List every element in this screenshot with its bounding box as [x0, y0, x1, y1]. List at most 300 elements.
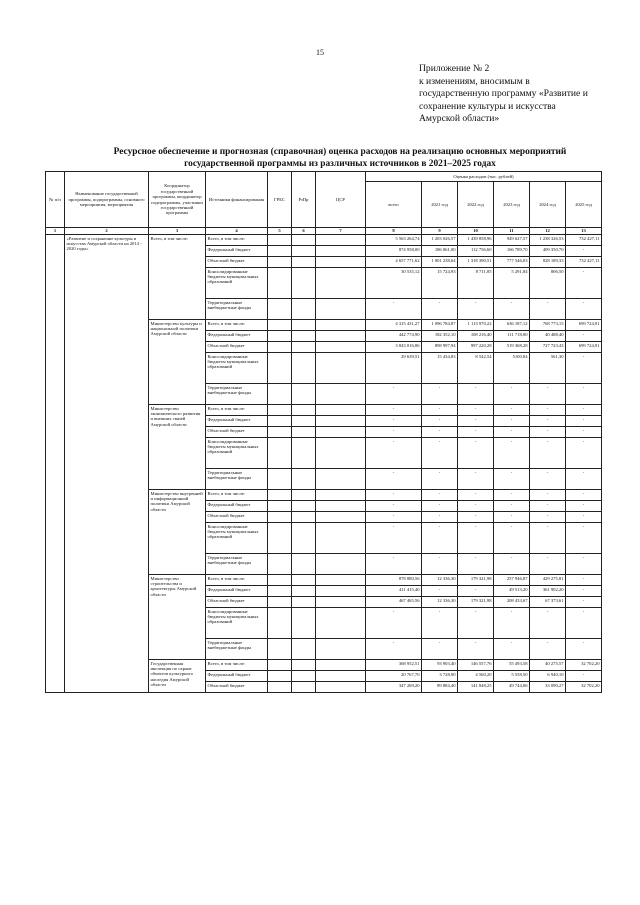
value-cell: -: [566, 554, 602, 575]
column-index-cell: 7: [316, 228, 366, 235]
value-cell: 186 061,00: [422, 246, 458, 257]
code-cell: [292, 639, 316, 660]
header-2024: 2024 год: [530, 182, 566, 228]
value-cell: -: [458, 469, 494, 490]
value-cell: -: [422, 490, 458, 501]
value-cell: -: [422, 427, 458, 438]
code-cell: [268, 575, 292, 586]
value-cell: -: [422, 608, 458, 639]
code-cell: [316, 575, 366, 586]
code-cell: [292, 523, 316, 554]
value-cell: 8 542,54: [458, 353, 494, 384]
value-cell: 20 767,70: [366, 671, 422, 682]
column-index-cell: 13: [566, 228, 602, 235]
value-cell: -: [566, 469, 602, 490]
value-cell: 429 275,81: [530, 575, 566, 586]
column-index-cell: 2: [65, 228, 149, 235]
source-cell: Областной бюджет: [206, 427, 268, 438]
code-cell: [292, 682, 316, 693]
code-cell: [268, 586, 292, 597]
value-cell: 828 189,33: [530, 257, 566, 268]
source-cell: Всего, в том числе:: [206, 405, 268, 416]
value-cell: -: [422, 405, 458, 416]
header-rzpr: РзПр: [292, 172, 316, 228]
value-cell: -: [530, 523, 566, 554]
value-cell: -: [458, 586, 494, 597]
source-cell: Территориальные внебюджетные фонды: [206, 554, 268, 575]
code-cell: [316, 597, 366, 608]
code-cell: [268, 438, 292, 469]
column-index-cell: 3: [149, 228, 206, 235]
value-cell: -: [458, 299, 494, 320]
value-cell: -: [566, 671, 602, 682]
source-cell: Всего, в том числе:: [206, 235, 268, 246]
code-cell: [268, 384, 292, 405]
column-index-cell: 11: [494, 228, 530, 235]
value-cell: -: [366, 438, 422, 469]
value-cell: 4 657 771,62: [366, 257, 422, 268]
header-num: № п/п: [46, 172, 65, 228]
code-cell: [292, 257, 316, 268]
header-sources: Источники финансирования: [206, 172, 268, 228]
appendix-line: государственную программу «Развитие и: [419, 88, 588, 99]
code-cell: [292, 268, 316, 299]
column-index-cell: 4: [206, 228, 268, 235]
appendix-block: [419, 63, 629, 126]
column-index-cell: 1: [46, 228, 65, 235]
value-cell: 3 843 016,86: [366, 342, 422, 353]
header-2025: 2025 год: [566, 182, 602, 228]
value-cell: -: [566, 246, 602, 257]
value-cell: -: [458, 639, 494, 660]
code-cell: [268, 523, 292, 554]
coordinator-cell: Всего, в том числе:: [149, 235, 206, 320]
code-cell: [316, 320, 366, 331]
coordinator-cell: Министерство строительства и архитектуры Амурской области: [149, 575, 206, 660]
code-cell: [292, 608, 316, 639]
value-cell: 347 269,20: [366, 682, 422, 693]
code-cell: [292, 501, 316, 512]
value-cell: -: [494, 639, 530, 660]
header-2022: 2022 год: [458, 182, 494, 228]
code-cell: [268, 235, 292, 246]
appendix-line: Амурской области»: [419, 113, 500, 124]
page-number: 15: [316, 48, 324, 57]
appendix-line: к изменениям, вносимым в: [419, 75, 530, 87]
value-cell: 33 090,27: [530, 682, 566, 693]
value-cell: -: [530, 639, 566, 660]
value-cell: 5 563 264,74: [366, 235, 422, 246]
value-cell: -: [530, 405, 566, 416]
value-cell: -: [530, 384, 566, 405]
code-cell: [292, 597, 316, 608]
code-cell: [316, 523, 366, 554]
value-cell: 878 880,56: [366, 575, 422, 586]
value-cell: -: [366, 512, 422, 523]
source-cell: Областной бюджет: [206, 342, 268, 353]
source-cell: Областной бюджет: [206, 597, 268, 608]
value-cell: -: [422, 438, 458, 469]
source-cell: Территориальные внебюджетные фонды: [206, 384, 268, 405]
code-cell: [292, 575, 316, 586]
code-cell: [292, 246, 316, 257]
value-cell: 30 535,12: [366, 268, 422, 299]
code-cell: [292, 331, 316, 342]
source-cell: Федеральный бюджет: [206, 331, 268, 342]
value-cell: 949 627,57: [494, 235, 530, 246]
code-cell: [316, 512, 366, 523]
column-index-cell: 9: [422, 228, 458, 235]
code-cell: [292, 416, 316, 427]
code-cell: [268, 353, 292, 384]
value-cell: 874 958,00: [366, 246, 422, 257]
value-cell: -: [366, 608, 422, 639]
code-cell: [268, 660, 292, 671]
program-name-cell: «Развитие и сохранение культуры и искусства Амурской области на 2014 - 2020 годы»: [65, 235, 149, 693]
source-cell: Консолидированные бюджеты муниципальных образований: [206, 353, 268, 384]
coordinator-cell: Государственная инспекция по охране объектов культурного наследия Амурской области: [149, 660, 206, 693]
value-cell: -: [422, 586, 458, 597]
value-cell: 1 318 390,51: [458, 257, 494, 268]
value-cell: -: [494, 299, 530, 320]
value-cell: -: [530, 438, 566, 469]
value-cell: 636 187,12: [494, 320, 530, 331]
code-cell: [268, 246, 292, 257]
appendix-line: сохранение культуры и искусства: [419, 100, 556, 112]
code-cell: [316, 438, 366, 469]
value-cell: -: [458, 416, 494, 427]
code-cell: [316, 416, 366, 427]
code-cell: [268, 427, 292, 438]
code-cell: [316, 331, 366, 342]
code-cell: [268, 320, 292, 331]
value-cell: 49 513,20: [494, 586, 530, 597]
code-cell: [268, 469, 292, 490]
value-cell: 997 220,28: [458, 342, 494, 353]
value-cell: -: [422, 469, 458, 490]
value-cell: 182 352,10: [422, 331, 458, 342]
value-cell: 12 336,30: [422, 597, 458, 608]
value-cell: -: [566, 384, 602, 405]
code-cell: [316, 554, 366, 575]
value-cell: -: [566, 523, 602, 554]
value-cell: -: [422, 501, 458, 512]
value-cell: 1 001 238,64: [422, 257, 458, 268]
header-grbs: ГРБС: [268, 172, 292, 228]
value-cell: 111 718,00: [494, 331, 530, 342]
code-cell: [268, 554, 292, 575]
value-cell: 411 415,40: [366, 586, 422, 597]
code-cell: [292, 427, 316, 438]
value-cell: -: [566, 597, 602, 608]
value-cell: 55 493,58: [494, 660, 530, 671]
value-cell: -: [366, 639, 422, 660]
value-cell: 112 756,60: [458, 246, 494, 257]
value-cell: 32 702,20: [566, 660, 602, 671]
source-cell: Консолидированные бюджеты муниципальных образований: [206, 268, 268, 299]
value-cell: 179 321,98: [458, 575, 494, 586]
value-cell: 3 728,90: [422, 671, 458, 682]
code-cell: [316, 671, 366, 682]
row-number-cell: [46, 235, 65, 693]
header-2021: 2021 год: [422, 182, 458, 228]
code-cell: [268, 501, 292, 512]
value-cell: 40 275,57: [530, 660, 566, 671]
value-cell: -: [458, 438, 494, 469]
value-cell: -: [566, 575, 602, 586]
value-cell: -: [494, 438, 530, 469]
header-total: всего: [366, 182, 422, 228]
value-cell: 141 848,25: [458, 682, 494, 693]
value-cell: -: [458, 512, 494, 523]
header-estimate: Оценка расходов (тыс. рублей): [366, 172, 602, 182]
value-cell: 409 350,70: [530, 246, 566, 257]
code-cell: [316, 501, 366, 512]
code-cell: [292, 469, 316, 490]
value-cell: 519 368,28: [494, 342, 530, 353]
value-cell: 67 373,61: [530, 597, 566, 608]
column-index-cell: 12: [530, 228, 566, 235]
code-cell: [268, 405, 292, 416]
code-cell: [316, 469, 366, 490]
code-cell: [316, 490, 366, 501]
value-cell: 1 238 326,53: [530, 235, 566, 246]
code-cell: [316, 427, 366, 438]
value-cell: -: [422, 512, 458, 523]
value-cell: -: [494, 384, 530, 405]
column-index-cell: 5: [268, 228, 292, 235]
source-cell: Всего, в том числе:: [206, 490, 268, 501]
value-cell: -: [566, 586, 602, 597]
value-cell: 12 336,30: [422, 575, 458, 586]
value-cell: 6 940,10: [530, 671, 566, 682]
value-cell: -: [458, 501, 494, 512]
value-cell: 898 997,94: [422, 342, 458, 353]
value-cell: 208 433,67: [494, 597, 530, 608]
value-cell: 166 789,70: [494, 246, 530, 257]
value-cell: 699 724,91: [566, 342, 602, 353]
value-cell: 1 439 858,96: [458, 235, 494, 246]
source-cell: Всего, в том числе:: [206, 575, 268, 586]
value-cell: 257 946,87: [494, 575, 530, 586]
value-cell: 15 724,93: [422, 268, 458, 299]
value-cell: -: [566, 490, 602, 501]
code-cell: [316, 246, 366, 257]
value-cell: -: [566, 405, 602, 416]
source-cell: Территориальные внебюджетные фонды: [206, 299, 268, 320]
coordinator-cell: Министерство экономического развития и внешних связей Амурской области: [149, 405, 206, 490]
value-cell: -: [458, 523, 494, 554]
value-cell: 8 711,85: [458, 268, 494, 299]
value-cell: -: [566, 299, 602, 320]
code-cell: [268, 268, 292, 299]
value-cell: 806,50: [530, 268, 566, 299]
value-cell: 5 558,50: [494, 671, 530, 682]
code-cell: [316, 342, 366, 353]
value-cell: 179 321,98: [458, 597, 494, 608]
code-cell: [316, 586, 366, 597]
value-cell: -: [366, 490, 422, 501]
value-cell: -: [566, 512, 602, 523]
value-cell: -: [494, 512, 530, 523]
value-cell: -: [566, 438, 602, 469]
value-cell: -: [458, 608, 494, 639]
value-cell: 49 744,06: [494, 682, 530, 693]
value-cell: 1 096 784,87: [422, 320, 458, 331]
value-cell: 29 639,51: [366, 353, 422, 384]
code-cell: [316, 639, 366, 660]
code-cell: [316, 682, 366, 693]
value-cell: -: [458, 427, 494, 438]
column-index-row: [46, 228, 602, 235]
value-cell: -: [494, 405, 530, 416]
source-cell: Консолидированные бюджеты муниципальных образований: [206, 608, 268, 639]
value-cell: -: [458, 384, 494, 405]
document-title: [70, 147, 610, 170]
value-cell: -: [422, 554, 458, 575]
value-cell: -: [494, 469, 530, 490]
value-cell: -: [494, 427, 530, 438]
code-cell: [316, 384, 366, 405]
value-cell: 732 427,11: [566, 257, 602, 268]
value-cell: -: [458, 405, 494, 416]
source-cell: Областной бюджет: [206, 512, 268, 523]
value-cell: -: [366, 523, 422, 554]
value-cell: -: [566, 427, 602, 438]
value-cell: -: [422, 523, 458, 554]
column-index-cell: 8: [366, 228, 422, 235]
source-cell: Всего, в том числе:: [206, 660, 268, 671]
source-cell: Федеральный бюджет: [206, 671, 268, 682]
value-cell: -: [530, 512, 566, 523]
value-cell: 777 546,03: [494, 257, 530, 268]
header-coordinator: Координатор государственной программы, координатор подпрограммы, участники государственной программы: [149, 172, 206, 228]
code-cell: [268, 331, 292, 342]
value-cell: -: [530, 299, 566, 320]
value-cell: -: [366, 405, 422, 416]
code-cell: [268, 342, 292, 353]
value-cell: 467 465,56: [366, 597, 422, 608]
value-cell: -: [530, 501, 566, 512]
code-cell: [316, 353, 366, 384]
source-cell: Консолидированные бюджеты муниципальных образований: [206, 438, 268, 469]
code-cell: [268, 682, 292, 693]
source-cell: Федеральный бюджет: [206, 501, 268, 512]
code-cell: [292, 554, 316, 575]
value-cell: 40 488,40: [530, 331, 566, 342]
budget-table: [45, 171, 602, 693]
source-cell: Областной бюджет: [206, 682, 268, 693]
table-row: [46, 235, 602, 246]
code-cell: [292, 660, 316, 671]
value-cell: 93 903,40: [422, 660, 458, 671]
value-cell: 561,30: [530, 353, 566, 384]
value-cell: 32 702,20: [566, 682, 602, 693]
value-cell: -: [366, 469, 422, 490]
source-cell: Федеральный бюджет: [206, 586, 268, 597]
value-cell: -: [530, 554, 566, 575]
code-cell: [292, 512, 316, 523]
value-cell: -: [530, 608, 566, 639]
appendix-line: Приложение № 2: [419, 63, 490, 74]
source-cell: Консолидированные бюджеты муниципальных образований: [206, 523, 268, 554]
code-cell: [268, 639, 292, 660]
code-cell: [316, 299, 366, 320]
code-cell: [292, 490, 316, 501]
value-cell: -: [458, 490, 494, 501]
value-cell: -: [422, 299, 458, 320]
code-cell: [316, 268, 366, 299]
code-cell: [316, 660, 366, 671]
code-cell: [268, 299, 292, 320]
code-cell: [268, 490, 292, 501]
title-line-1: Ресурсное обеспечение и прогнозная (справочная) оценка расходов на реализацию основных мероприятий: [113, 147, 567, 157]
code-cell: [316, 257, 366, 268]
value-cell: -: [566, 501, 602, 512]
value-cell: 5 291,84: [494, 268, 530, 299]
value-cell: 699 724,91: [566, 320, 602, 331]
source-cell: Территориальные внебюджетные фонды: [206, 639, 268, 660]
header-name: Наименование государственной программы, подпрограммы, основного мероприятия, мероприятия: [65, 172, 149, 228]
value-cell: -: [530, 490, 566, 501]
value-cell: 368 952,51: [366, 660, 422, 671]
source-cell: Федеральный бюджет: [206, 246, 268, 257]
code-cell: [268, 671, 292, 682]
value-cell: 15 434,83: [422, 353, 458, 384]
code-cell: [292, 384, 316, 405]
code-cell: [316, 405, 366, 416]
code-cell: [268, 257, 292, 268]
code-cell: [268, 416, 292, 427]
code-cell: [268, 608, 292, 639]
value-cell: -: [366, 427, 422, 438]
value-cell: -: [366, 299, 422, 320]
value-cell: 1 203 026,57: [422, 235, 458, 246]
column-index-cell: 10: [458, 228, 494, 235]
value-cell: -: [566, 331, 602, 342]
value-cell: 4 315 431,27: [366, 320, 422, 331]
code-cell: [292, 342, 316, 353]
code-cell: [316, 235, 366, 246]
value-cell: 768 773,15: [530, 320, 566, 331]
value-cell: -: [366, 416, 422, 427]
value-cell: 1 113 970,22: [458, 320, 494, 331]
code-cell: [292, 405, 316, 416]
value-cell: -: [494, 523, 530, 554]
source-cell: Федеральный бюджет: [206, 416, 268, 427]
code-cell: [268, 597, 292, 608]
value-cell: -: [366, 501, 422, 512]
source-cell: Всего, в том числе:: [206, 320, 268, 331]
code-cell: [292, 438, 316, 469]
value-cell: 732 427,11: [566, 235, 602, 246]
value-cell: -: [494, 608, 530, 639]
value-cell: -: [530, 427, 566, 438]
value-cell: -: [566, 639, 602, 660]
value-cell: 89 884,40: [422, 682, 458, 693]
value-cell: -: [458, 554, 494, 575]
code-cell: [268, 512, 292, 523]
value-cell: 4 560,20: [458, 671, 494, 682]
value-cell: -: [494, 490, 530, 501]
value-cell: 146 557,76: [458, 660, 494, 671]
header-2023: 2023 год: [494, 182, 530, 228]
source-cell: Областной бюджет: [206, 257, 268, 268]
value-cell: 361 902,20: [530, 586, 566, 597]
value-cell: -: [530, 469, 566, 490]
value-cell: -: [566, 608, 602, 639]
value-cell: -: [494, 554, 530, 575]
